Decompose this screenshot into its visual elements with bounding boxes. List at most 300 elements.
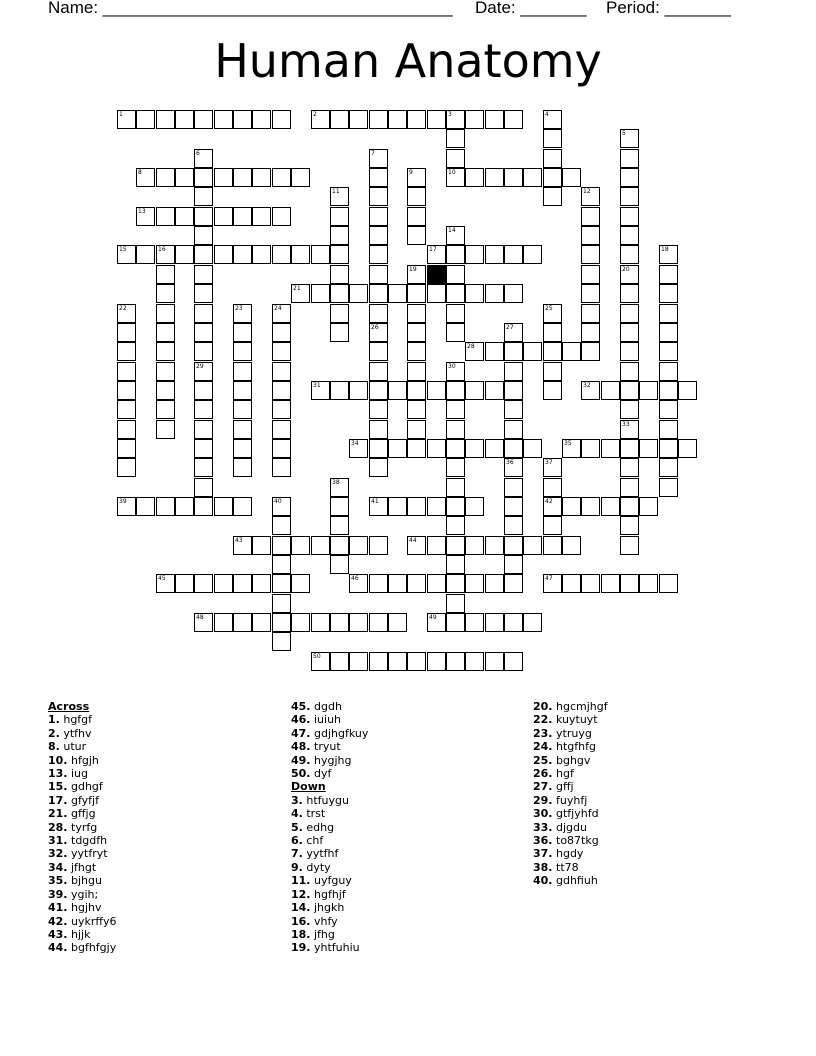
grid-cell[interactable] bbox=[388, 381, 407, 400]
grid-cell[interactable] bbox=[504, 458, 523, 477]
grid-cell[interactable] bbox=[369, 458, 388, 477]
grid-cell[interactable] bbox=[620, 226, 639, 245]
grid-cell[interactable] bbox=[369, 536, 388, 555]
grid-cell[interactable] bbox=[504, 323, 523, 342]
grid-cell[interactable] bbox=[156, 265, 175, 284]
grid-cell[interactable] bbox=[156, 342, 175, 361]
grid-cell[interactable] bbox=[369, 381, 388, 400]
grid-cell[interactable] bbox=[194, 265, 213, 284]
grid-cell[interactable] bbox=[659, 245, 678, 264]
grid-cell[interactable] bbox=[291, 168, 310, 187]
grid-cell[interactable] bbox=[446, 400, 465, 419]
grid-cell[interactable] bbox=[369, 207, 388, 226]
grid-cell[interactable] bbox=[485, 284, 504, 303]
grid-cell[interactable] bbox=[427, 110, 446, 129]
grid-cell[interactable] bbox=[407, 439, 426, 458]
grid-cell[interactable] bbox=[620, 323, 639, 342]
grid-cell[interactable] bbox=[581, 304, 600, 323]
grid-cell[interactable] bbox=[369, 439, 388, 458]
grid-cell[interactable] bbox=[156, 323, 175, 342]
grid-cell[interactable] bbox=[136, 207, 155, 226]
grid-cell[interactable] bbox=[330, 652, 349, 671]
grid-cell[interactable] bbox=[272, 362, 291, 381]
grid-cell[interactable] bbox=[291, 245, 310, 264]
grid-cell[interactable] bbox=[252, 110, 271, 129]
grid-cell[interactable] bbox=[465, 439, 484, 458]
grid-cell[interactable] bbox=[504, 110, 523, 129]
grid-cell[interactable] bbox=[659, 574, 678, 593]
grid-cell[interactable] bbox=[330, 110, 349, 129]
grid-cell[interactable] bbox=[523, 439, 542, 458]
grid-cell[interactable] bbox=[562, 342, 581, 361]
grid-cell[interactable] bbox=[349, 613, 368, 632]
grid-cell[interactable] bbox=[369, 304, 388, 323]
grid-cell[interactable] bbox=[330, 536, 349, 555]
grid-cell[interactable] bbox=[620, 187, 639, 206]
grid-cell[interactable] bbox=[523, 342, 542, 361]
grid-cell[interactable] bbox=[330, 516, 349, 535]
grid-cell[interactable] bbox=[369, 245, 388, 264]
grid-cell[interactable] bbox=[446, 381, 465, 400]
grid-cell[interactable] bbox=[175, 168, 194, 187]
grid-cell[interactable] bbox=[388, 613, 407, 632]
grid-cell[interactable] bbox=[620, 342, 639, 361]
grid-cell[interactable] bbox=[407, 342, 426, 361]
grid-cell[interactable] bbox=[117, 342, 136, 361]
grid-cell[interactable] bbox=[349, 652, 368, 671]
grid-cell[interactable] bbox=[369, 420, 388, 439]
grid-cell[interactable] bbox=[388, 497, 407, 516]
grid-cell[interactable] bbox=[504, 613, 523, 632]
grid-cell[interactable] bbox=[543, 342, 562, 361]
grid-cell[interactable] bbox=[620, 304, 639, 323]
grid-cell[interactable] bbox=[233, 323, 252, 342]
grid-cell[interactable] bbox=[349, 439, 368, 458]
grid-cell[interactable] bbox=[659, 265, 678, 284]
grid-cell[interactable] bbox=[446, 323, 465, 342]
grid-cell[interactable] bbox=[581, 207, 600, 226]
grid-cell[interactable] bbox=[272, 168, 291, 187]
grid-cell[interactable] bbox=[465, 245, 484, 264]
grid-cell[interactable] bbox=[485, 574, 504, 593]
grid-cell[interactable] bbox=[601, 497, 620, 516]
grid-cell[interactable] bbox=[156, 207, 175, 226]
grid-cell[interactable] bbox=[330, 555, 349, 574]
grid-cell[interactable] bbox=[349, 381, 368, 400]
grid-cell[interactable] bbox=[272, 497, 291, 516]
grid-cell[interactable] bbox=[659, 323, 678, 342]
grid-cell[interactable] bbox=[659, 362, 678, 381]
grid-cell[interactable] bbox=[504, 652, 523, 671]
grid-cell[interactable] bbox=[659, 420, 678, 439]
grid-cell[interactable] bbox=[427, 652, 446, 671]
grid-cell[interactable] bbox=[620, 284, 639, 303]
grid-cell[interactable] bbox=[156, 304, 175, 323]
grid-cell[interactable] bbox=[427, 536, 446, 555]
grid-cell[interactable] bbox=[330, 497, 349, 516]
grid-cell[interactable] bbox=[446, 439, 465, 458]
grid-cell[interactable] bbox=[175, 497, 194, 516]
grid-cell[interactable] bbox=[446, 536, 465, 555]
grid-cell[interactable] bbox=[446, 265, 465, 284]
grid-cell[interactable] bbox=[446, 555, 465, 574]
grid-cell[interactable] bbox=[194, 458, 213, 477]
grid-cell[interactable] bbox=[620, 362, 639, 381]
grid-cell[interactable] bbox=[407, 168, 426, 187]
grid-cell[interactable] bbox=[407, 400, 426, 419]
grid-cell[interactable] bbox=[330, 613, 349, 632]
grid-cell[interactable] bbox=[369, 342, 388, 361]
grid-cell[interactable] bbox=[620, 400, 639, 419]
grid-cell[interactable] bbox=[272, 555, 291, 574]
grid-cell[interactable] bbox=[543, 478, 562, 497]
grid-cell[interactable] bbox=[427, 245, 446, 264]
grid-cell[interactable] bbox=[581, 342, 600, 361]
grid-cell[interactable] bbox=[581, 574, 600, 593]
grid-cell[interactable] bbox=[581, 381, 600, 400]
grid-cell[interactable] bbox=[659, 458, 678, 477]
grid-cell[interactable] bbox=[659, 381, 678, 400]
grid-cell[interactable] bbox=[156, 420, 175, 439]
grid-cell[interactable] bbox=[485, 342, 504, 361]
grid-cell[interactable] bbox=[562, 536, 581, 555]
grid-cell[interactable] bbox=[678, 439, 697, 458]
grid-cell[interactable] bbox=[620, 168, 639, 187]
grid-cell[interactable] bbox=[311, 536, 330, 555]
grid-cell[interactable] bbox=[233, 613, 252, 632]
grid-cell[interactable] bbox=[659, 304, 678, 323]
grid-cell[interactable] bbox=[369, 613, 388, 632]
grid-cell[interactable] bbox=[311, 381, 330, 400]
grid-cell[interactable] bbox=[369, 574, 388, 593]
grid-cell[interactable] bbox=[407, 652, 426, 671]
grid-cell[interactable] bbox=[233, 381, 252, 400]
grid-cell[interactable] bbox=[504, 516, 523, 535]
grid-cell[interactable] bbox=[136, 168, 155, 187]
grid-cell[interactable] bbox=[369, 323, 388, 342]
grid-cell[interactable] bbox=[214, 497, 233, 516]
grid-cell[interactable] bbox=[136, 245, 155, 264]
name-field-label[interactable]: Name: _____________________________________ bbox=[48, 0, 453, 17]
grid-cell[interactable] bbox=[214, 245, 233, 264]
grid-cell[interactable] bbox=[311, 110, 330, 129]
grid-cell[interactable] bbox=[156, 284, 175, 303]
grid-cell[interactable] bbox=[156, 381, 175, 400]
grid-cell[interactable] bbox=[523, 536, 542, 555]
grid-cell[interactable] bbox=[485, 652, 504, 671]
grid-cell[interactable] bbox=[194, 284, 213, 303]
grid-cell[interactable] bbox=[117, 420, 136, 439]
grid-cell[interactable] bbox=[194, 168, 213, 187]
grid-cell[interactable] bbox=[194, 342, 213, 361]
grid-cell[interactable] bbox=[620, 516, 639, 535]
grid-cell[interactable] bbox=[272, 323, 291, 342]
grid-cell[interactable] bbox=[272, 439, 291, 458]
grid-cell[interactable] bbox=[407, 207, 426, 226]
grid-cell[interactable] bbox=[639, 497, 658, 516]
grid-cell[interactable] bbox=[446, 284, 465, 303]
grid-cell[interactable] bbox=[194, 304, 213, 323]
grid-cell[interactable] bbox=[620, 129, 639, 148]
grid-cell[interactable] bbox=[330, 187, 349, 206]
grid-cell[interactable] bbox=[117, 362, 136, 381]
grid-cell[interactable] bbox=[117, 304, 136, 323]
grid-cell[interactable] bbox=[252, 168, 271, 187]
grid-cell[interactable] bbox=[175, 207, 194, 226]
grid-cell[interactable] bbox=[194, 613, 213, 632]
grid-cell[interactable] bbox=[620, 265, 639, 284]
grid-cell[interactable] bbox=[485, 168, 504, 187]
grid-cell[interactable] bbox=[272, 245, 291, 264]
grid-cell[interactable] bbox=[446, 497, 465, 516]
grid-cell[interactable] bbox=[620, 207, 639, 226]
grid-cell[interactable] bbox=[485, 613, 504, 632]
grid-cell[interactable] bbox=[543, 110, 562, 129]
grid-cell[interactable] bbox=[639, 574, 658, 593]
grid-cell[interactable] bbox=[407, 265, 426, 284]
grid-cell[interactable] bbox=[349, 110, 368, 129]
grid-cell[interactable] bbox=[272, 420, 291, 439]
grid-cell[interactable] bbox=[136, 110, 155, 129]
grid-cell[interactable] bbox=[194, 381, 213, 400]
grid-cell[interactable] bbox=[117, 458, 136, 477]
grid-cell[interactable] bbox=[272, 536, 291, 555]
grid-cell[interactable] bbox=[272, 304, 291, 323]
grid-cell[interactable] bbox=[465, 110, 484, 129]
grid-cell[interactable] bbox=[465, 652, 484, 671]
grid-cell[interactable] bbox=[504, 168, 523, 187]
grid-cell[interactable] bbox=[562, 168, 581, 187]
grid-cell[interactable] bbox=[311, 613, 330, 632]
grid-cell[interactable] bbox=[659, 439, 678, 458]
grid-cell[interactable] bbox=[446, 245, 465, 264]
grid-cell[interactable] bbox=[330, 304, 349, 323]
grid-cell[interactable] bbox=[117, 439, 136, 458]
grid-cell[interactable] bbox=[543, 149, 562, 168]
grid-cell[interactable] bbox=[504, 439, 523, 458]
grid-cell[interactable] bbox=[485, 439, 504, 458]
grid-cell[interactable] bbox=[407, 381, 426, 400]
grid-cell[interactable] bbox=[233, 400, 252, 419]
grid-cell[interactable] bbox=[214, 168, 233, 187]
grid-cell[interactable] bbox=[523, 168, 542, 187]
grid-cell[interactable] bbox=[214, 110, 233, 129]
grid-cell[interactable] bbox=[659, 342, 678, 361]
grid-cell[interactable] bbox=[272, 342, 291, 361]
grid-cell[interactable] bbox=[252, 613, 271, 632]
grid-cell[interactable] bbox=[272, 207, 291, 226]
grid-cell[interactable] bbox=[543, 362, 562, 381]
grid-cell[interactable] bbox=[272, 594, 291, 613]
grid-cell[interactable] bbox=[233, 420, 252, 439]
grid-cell[interactable] bbox=[407, 304, 426, 323]
grid-cell[interactable] bbox=[330, 323, 349, 342]
grid-cell[interactable] bbox=[504, 400, 523, 419]
grid-cell[interactable] bbox=[523, 245, 542, 264]
grid-cell[interactable] bbox=[543, 304, 562, 323]
grid-cell[interactable] bbox=[446, 149, 465, 168]
grid-cell[interactable] bbox=[233, 536, 252, 555]
grid-cell[interactable] bbox=[504, 284, 523, 303]
grid-cell[interactable] bbox=[620, 458, 639, 477]
grid-cell[interactable] bbox=[117, 323, 136, 342]
grid-cell[interactable] bbox=[465, 536, 484, 555]
grid-cell[interactable] bbox=[369, 110, 388, 129]
grid-cell[interactable] bbox=[485, 245, 504, 264]
grid-cell[interactable] bbox=[291, 536, 310, 555]
grid-cell[interactable] bbox=[427, 613, 446, 632]
grid-cell[interactable] bbox=[233, 497, 252, 516]
grid-cell[interactable] bbox=[156, 110, 175, 129]
grid-cell[interactable] bbox=[504, 574, 523, 593]
grid-cell[interactable] bbox=[156, 497, 175, 516]
grid-cell[interactable] bbox=[407, 323, 426, 342]
grid-cell[interactable] bbox=[465, 497, 484, 516]
grid-cell[interactable] bbox=[407, 226, 426, 245]
grid-cell[interactable] bbox=[330, 381, 349, 400]
grid-cell[interactable] bbox=[369, 168, 388, 187]
grid-cell[interactable] bbox=[117, 400, 136, 419]
grid-cell[interactable] bbox=[427, 439, 446, 458]
grid-cell[interactable] bbox=[543, 168, 562, 187]
grid-cell[interactable] bbox=[233, 342, 252, 361]
grid-cell[interactable] bbox=[407, 420, 426, 439]
grid-cell[interactable] bbox=[194, 439, 213, 458]
grid-cell[interactable] bbox=[465, 168, 484, 187]
grid-cell[interactable] bbox=[388, 284, 407, 303]
grid-cell[interactable] bbox=[194, 226, 213, 245]
grid-cell[interactable] bbox=[407, 362, 426, 381]
grid-cell[interactable] bbox=[214, 613, 233, 632]
grid-cell[interactable] bbox=[252, 536, 271, 555]
grid-cell[interactable] bbox=[427, 497, 446, 516]
grid-cell[interactable] bbox=[504, 536, 523, 555]
grid-cell[interactable] bbox=[504, 420, 523, 439]
grid-cell[interactable] bbox=[465, 381, 484, 400]
grid-cell[interactable] bbox=[311, 245, 330, 264]
grid-cell[interactable] bbox=[175, 110, 194, 129]
grid-cell[interactable] bbox=[369, 226, 388, 245]
grid-cell[interactable] bbox=[446, 129, 465, 148]
grid-cell[interactable] bbox=[156, 400, 175, 419]
grid-cell[interactable] bbox=[485, 110, 504, 129]
grid-cell[interactable] bbox=[272, 632, 291, 651]
grid-cell[interactable] bbox=[446, 613, 465, 632]
grid-cell[interactable] bbox=[349, 574, 368, 593]
grid-cell[interactable] bbox=[407, 536, 426, 555]
grid-cell[interactable] bbox=[543, 574, 562, 593]
grid-cell[interactable] bbox=[291, 574, 310, 593]
grid-cell[interactable] bbox=[446, 652, 465, 671]
grid-cell[interactable] bbox=[233, 439, 252, 458]
grid-cell[interactable] bbox=[407, 187, 426, 206]
grid-cell[interactable] bbox=[620, 497, 639, 516]
grid-cell[interactable] bbox=[620, 478, 639, 497]
grid-cell[interactable] bbox=[233, 110, 252, 129]
grid-cell[interactable] bbox=[330, 207, 349, 226]
grid-cell[interactable] bbox=[562, 497, 581, 516]
grid-cell[interactable] bbox=[427, 381, 446, 400]
grid-cell[interactable] bbox=[233, 574, 252, 593]
grid-cell[interactable] bbox=[117, 381, 136, 400]
grid-cell[interactable] bbox=[581, 323, 600, 342]
grid-cell[interactable] bbox=[233, 458, 252, 477]
grid-cell[interactable] bbox=[581, 187, 600, 206]
grid-cell[interactable] bbox=[446, 420, 465, 439]
grid-cell[interactable] bbox=[252, 245, 271, 264]
grid-cell[interactable] bbox=[562, 574, 581, 593]
grid-cell[interactable] bbox=[427, 574, 446, 593]
grid-cell[interactable] bbox=[620, 420, 639, 439]
grid-cell[interactable] bbox=[543, 187, 562, 206]
grid-cell[interactable] bbox=[272, 110, 291, 129]
grid-cell[interactable] bbox=[601, 381, 620, 400]
grid-cell[interactable] bbox=[194, 187, 213, 206]
grid-cell[interactable] bbox=[330, 265, 349, 284]
grid-cell[interactable] bbox=[465, 574, 484, 593]
grid-cell[interactable] bbox=[581, 284, 600, 303]
grid-cell[interactable] bbox=[581, 226, 600, 245]
grid-cell[interactable] bbox=[543, 497, 562, 516]
grid-cell[interactable] bbox=[543, 536, 562, 555]
grid-cell[interactable] bbox=[465, 613, 484, 632]
grid-cell[interactable] bbox=[446, 110, 465, 129]
grid-cell[interactable] bbox=[156, 362, 175, 381]
grid-cell[interactable] bbox=[504, 381, 523, 400]
grid-cell[interactable] bbox=[581, 497, 600, 516]
grid-cell[interactable] bbox=[639, 439, 658, 458]
grid-cell[interactable] bbox=[446, 458, 465, 477]
grid-cell[interactable] bbox=[543, 458, 562, 477]
grid-cell[interactable] bbox=[194, 110, 213, 129]
grid-cell[interactable] bbox=[369, 497, 388, 516]
grid-cell[interactable] bbox=[311, 652, 330, 671]
grid-cell[interactable] bbox=[388, 439, 407, 458]
grid-cell[interactable] bbox=[272, 613, 291, 632]
grid-cell[interactable] bbox=[194, 478, 213, 497]
grid-cell[interactable] bbox=[369, 149, 388, 168]
grid-cell[interactable] bbox=[388, 574, 407, 593]
grid-cell[interactable] bbox=[291, 613, 310, 632]
grid-cell[interactable] bbox=[581, 439, 600, 458]
grid-cell[interactable] bbox=[601, 574, 620, 593]
grid-cell[interactable] bbox=[407, 574, 426, 593]
grid-cell[interactable] bbox=[194, 497, 213, 516]
grid-cell[interactable] bbox=[194, 400, 213, 419]
grid-cell[interactable] bbox=[369, 652, 388, 671]
grid-cell[interactable] bbox=[620, 439, 639, 458]
grid-cell[interactable] bbox=[311, 284, 330, 303]
grid-cell[interactable] bbox=[330, 284, 349, 303]
grid-cell[interactable] bbox=[330, 245, 349, 264]
grid-cell[interactable] bbox=[175, 574, 194, 593]
grid-cell[interactable] bbox=[233, 207, 252, 226]
grid-cell[interactable] bbox=[175, 245, 194, 264]
grid-cell[interactable] bbox=[620, 381, 639, 400]
grid-cell[interactable] bbox=[446, 226, 465, 245]
grid-cell[interactable] bbox=[233, 304, 252, 323]
grid-cell[interactable] bbox=[117, 497, 136, 516]
grid-cell[interactable] bbox=[620, 536, 639, 555]
date-field-label[interactable]: Date: _______ bbox=[475, 0, 587, 17]
grid-cell[interactable] bbox=[543, 516, 562, 535]
grid-cell[interactable] bbox=[214, 207, 233, 226]
grid-cell[interactable] bbox=[272, 381, 291, 400]
grid-cell[interactable] bbox=[620, 574, 639, 593]
grid-cell[interactable] bbox=[194, 149, 213, 168]
grid-cell[interactable] bbox=[659, 478, 678, 497]
grid-cell[interactable] bbox=[272, 516, 291, 535]
